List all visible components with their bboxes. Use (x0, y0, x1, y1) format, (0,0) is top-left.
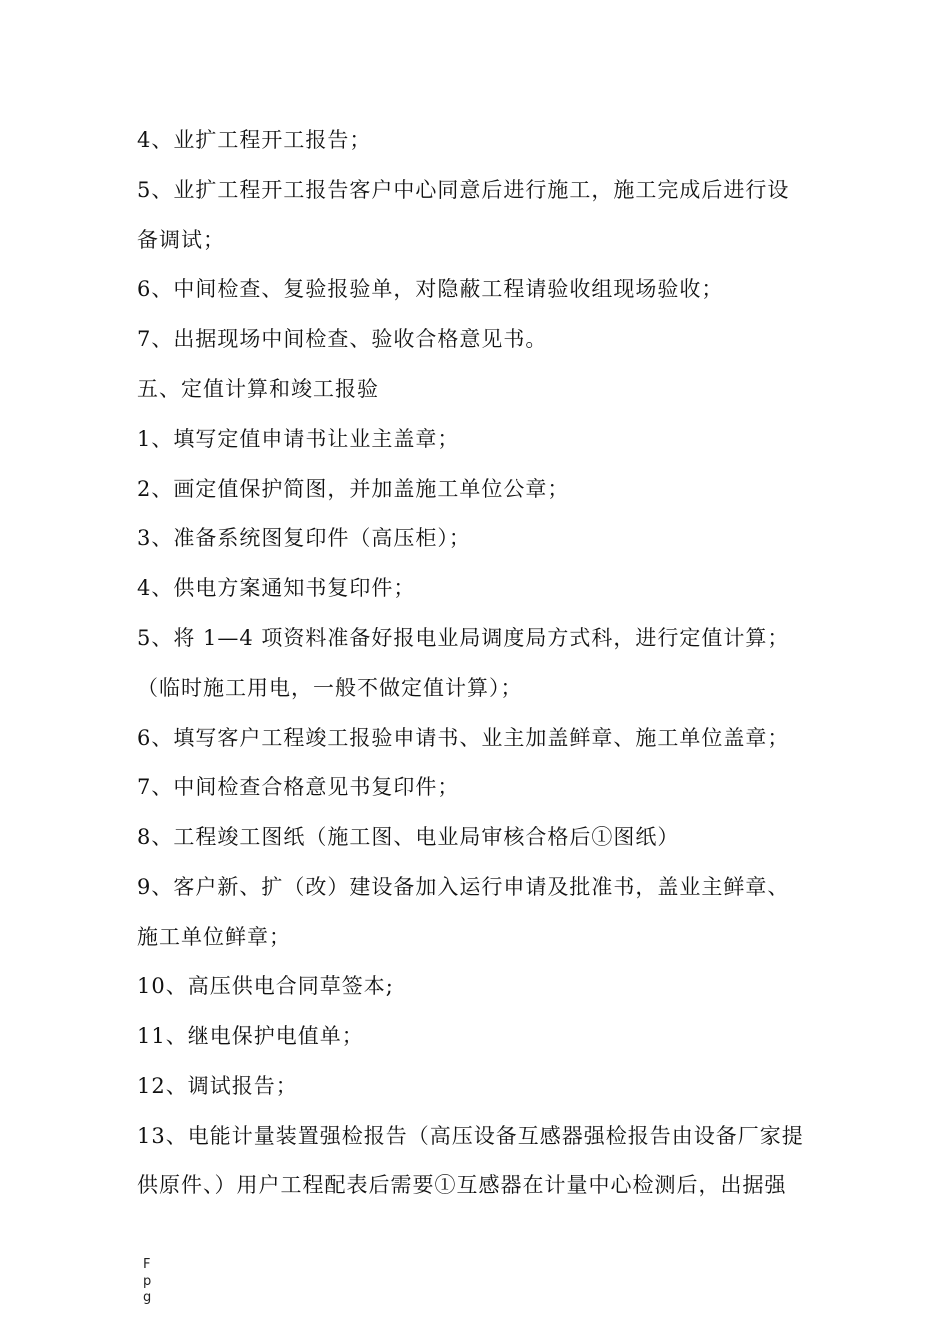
text-line: 2、画定值保护简图，并加盖施工单位公章； (137, 477, 570, 501)
text-line: 7、中间检查合格意见书复印件； (137, 775, 460, 799)
text-line: 5、将 1—4 项资料准备好报电业局调度局方式科，进行定值计算； (137, 626, 790, 650)
text-line: 6、中间检查、复验报验单，对隐蔽工程请验收组现场验收； (137, 277, 724, 301)
text-line: 供原件、）用户工程配表后需要①互感器在计量中心检测后，出据强 (137, 1173, 787, 1197)
text-line: 1、填写定值申请书让业主盖章； (137, 427, 460, 451)
text-line: 3、准备系统图复印件（高压柜）； (137, 526, 471, 550)
section-heading: 五、定值计算和竣工报验 (137, 377, 379, 401)
text-line: 6、填写客户工程竣工报验申请书、业主加盖鲜章、施工单位盖章； (137, 726, 790, 750)
text-line: 12、调试报告； (137, 1074, 298, 1098)
text-line: 13、电能计量装置强检报告（高压设备互感器强检报告由设备厂家提 (137, 1124, 804, 1148)
text-line: 7、出据现场中间检查、验收合格意见书。 (137, 327, 548, 351)
footer-mark: g (143, 1290, 152, 1305)
footer-mark: F (143, 1257, 151, 1272)
text-line: 施工单位鲜章； (137, 925, 291, 949)
text-line: 4、供电方案通知书复印件； (137, 576, 416, 600)
text-line: 9、客户新、扩（改）建设备加入运行申请及批准书，盖业主鲜章、 (137, 875, 790, 899)
text-line: （临时施工用电，一般不做定值计算）； (137, 676, 523, 700)
footer-mark: p (143, 1274, 152, 1289)
text-line: 5、业扩工程开工报告客户中心同意后进行施工，施工完成后进行设 (137, 178, 790, 202)
text-line: 8、工程竣工图纸（施工图、电业局审核合格后①图纸） (137, 825, 680, 849)
text-line: 11、继电保护电值单； (137, 1024, 364, 1048)
text-line: 4、业扩工程开工报告； (137, 128, 372, 152)
text-line: 10、高压供电合同草签本; (137, 974, 394, 998)
text-line: 备调试； (137, 228, 225, 252)
